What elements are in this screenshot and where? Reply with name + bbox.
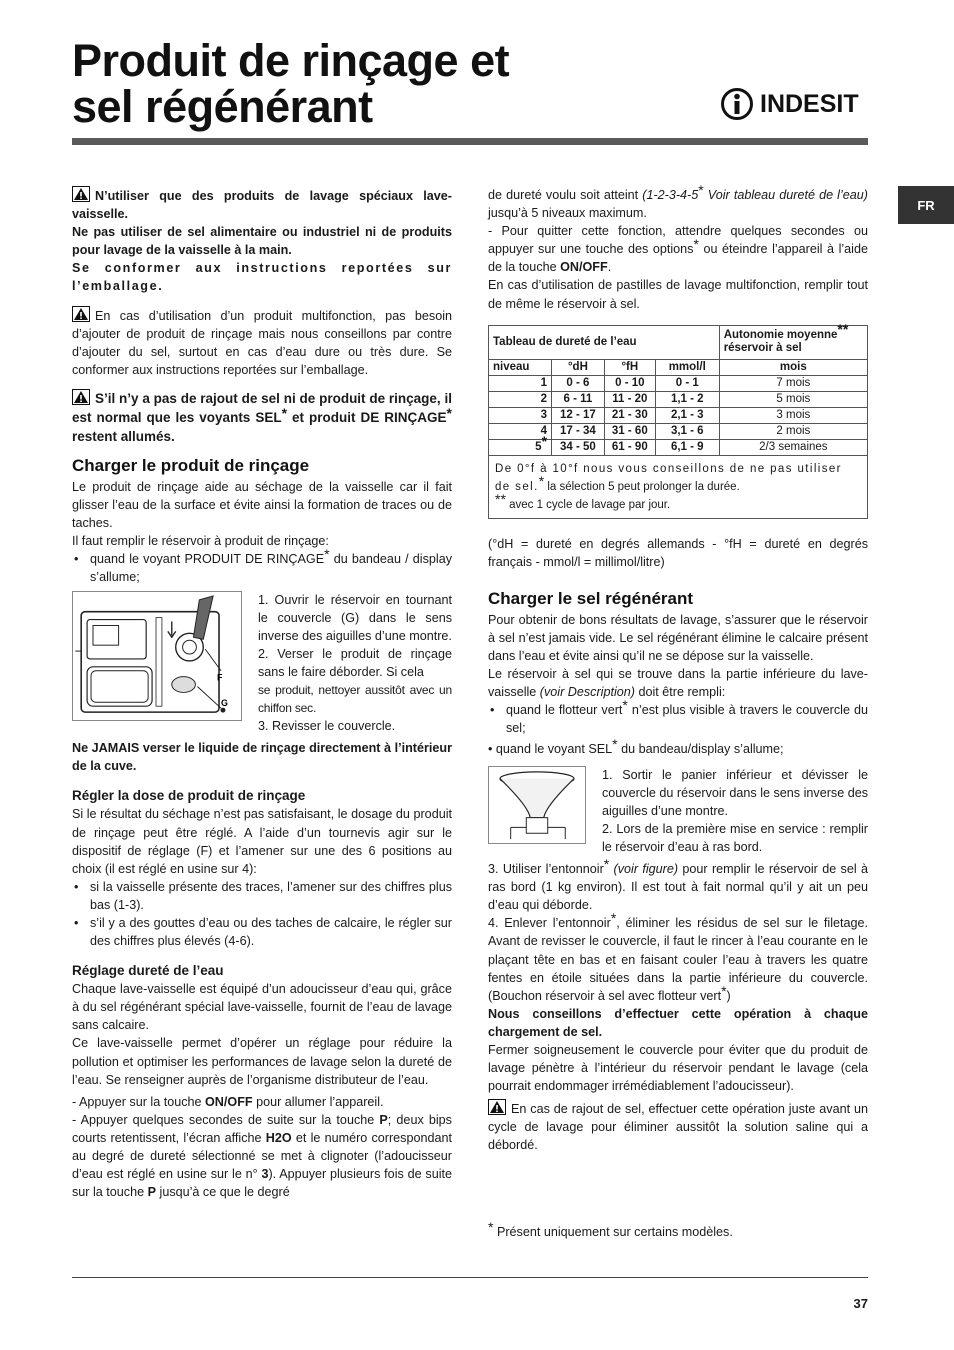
list-item: • quand le voyant PRODUIT DE RINÇAGE* du bandeau / display s’allume;: [72, 550, 452, 586]
hardness-step-2: - Appuyer quelques secondes de suite sur la touche P; deux bips courts retentissent, l’écran affiche H2O et le numéro correspondant au degré de dureté sélectionné se met à clignoter (l’adoucisseur d’eau est réglé en usine sur le n° 3). Appuyer plusieurs fois de suite sur la touche P jusqu’à ce que le degré: [72, 1112, 453, 1200]
brand-logo: [720, 84, 870, 124]
list-item: • quand le flotteur vert* n’est plus visible à travers le couvercle du sel;: [488, 701, 868, 737]
label-g: G: [221, 697, 228, 708]
language-tab: FR: [898, 186, 954, 224]
warning-2: En cas d’utilisation d’un produit multifonction, pas besoin d’ajouter de produit de rinçage mais nous conseillons par contre d’ajouter du sel, surtout en cas d’eau dure ou très dure. Se conformer aux instructions reportées sur l’emballage.: [72, 306, 452, 379]
dispenser-illustration: [73, 592, 241, 720]
salt-figure-row: [488, 766, 868, 856]
warning-1: N’utiliser que des produits de lavage spéciaux lave-vaisselle. Ne pas utiliser de sel alimentaire ou industriel ni de produits pour lavage de la vaisselle à la main. Se conformer aux instructions reportées sur l’emballage.: [72, 186, 452, 296]
table-autonomy-header: Autonomie moyenne** réservoir à sel: [719, 325, 867, 359]
rinse-steps: 1. Ouvrir le réservoir en tournant le couvercle (G) dans le sens inverse des aiguilles d’une montre. 2. Verser le produit de rinçage sans le faire déborder. Si cela se produit, nettoyer aussitôt avec un chiffon sec. 3. Revisser le couvercle.: [258, 592, 452, 734]
hardness-table: [488, 321, 868, 519]
salt-step-3: 3. Utiliser l’entonnoir* (voir figure) pour remplir le réservoir de sel à ras bord (1 kg environ). Il est tout à fait normal qu’il y ait un peu d’eau qui déborde.: [488, 856, 868, 913]
salt-step-4: 4. Enlever l’entonnoir*, éliminer les résidus de sel sur le filetage. Avant de revisser le couvercle, il faut le rincer à l’eau courante en le plaçant tête en bas et en faisant couler l’eau à travers les quatre fentes en étoile situées dans la partie inférieure du couvercle. (Bouchon réservoir à sel avec flotteur vert*): [488, 910, 869, 1003]
right-column: [488, 182, 869, 1155]
heading-dose: Régler la dose de produit de rinçage: [72, 788, 306, 804]
table-row: 2 6 - 11 11 - 20 1,1 - 2 5 mois: [489, 391, 868, 407]
salt-p2: Le réservoir à sel qui se trouve dans la partie inférieure du lave-vaisselle (voir Description) doit être rempli:: [488, 667, 868, 700]
label-f: F: [217, 672, 223, 683]
salt-warning: En cas de rajout de sel, effectuer cette opération juste avant un cycle de lavage pour éliminer aussitôt la solution saline qui a débordé.: [488, 1099, 868, 1154]
dose-list: [72, 878, 452, 950]
salt-advice: Nous conseillons d’effectuer cette opération à chaque chargement de sel.: [488, 1006, 868, 1039]
rinse-figure-row: [72, 591, 452, 736]
rinse-never-warning: Ne JAMAIS verser le liquide de rinçage directement à l’intérieur de la cuve.: [72, 741, 452, 774]
title-line-2: sel régénérant: [72, 81, 373, 132]
page-title: [72, 35, 632, 132]
salt-p1: Pour obtenir de bons résultats de lavage, s’assurer que le réservoir à sel n’est jamais vide. Le sel régénérant élimine le calcaire présent dans l’eau et évite ainsi qu’il ne se dépose sur la vaisselle.: [488, 612, 868, 664]
table-row: 5* 34 - 50 61 - 90 6,1 - 9 2/3 semaines: [489, 439, 868, 455]
title-rule: [72, 138, 868, 145]
indesit-logo-icon: [720, 87, 754, 121]
list-item: • si la vaisselle présente des traces, l’amener sur des chiffres plus bas (1-3).: [72, 878, 452, 914]
hardness-p1: Chaque lave-vaisselle est équipé d’un adoucisseur d’eau qui, grâce à du sel régénérant spécial lave-vaisselle, fournit de l’eau de lavage sans calcaire.: [72, 982, 452, 1033]
rinse-dispenser-figure: [72, 591, 242, 721]
funnel-figure: [488, 766, 586, 844]
rinse-list: [72, 546, 452, 586]
salt-bullet-2: • quand le voyant SEL* du bandeau/display s’allume;: [488, 735, 784, 756]
left-column: [72, 186, 452, 1201]
dose-text: Si le résultat du séchage n’est pas satisfaisant, le dosage du produit de rinçage peut être réglé. A l’aide d’un tournevis agir sur le dispositif de réglage (F) et l’amener sur une des 6 positions au choix (il est réglé en usine sur 4):: [72, 807, 452, 876]
funnel-illustration: [489, 767, 585, 843]
footnote: * Présent uniquement sur certains modèles.: [488, 1219, 733, 1239]
table-title: Tableau de dureté de l’eau: [489, 325, 720, 359]
title-line-1: Produit de rinçage et: [72, 35, 510, 86]
hardness-units: (°dH = dureté en degrés allemands - °fH = dureté en degrés français - mmol/l = millimol/litre): [488, 536, 868, 569]
hardness-p2: Ce lave-vaisselle permet d’opérer un réglage pour réduire la pollution et optimiser les performances de lavage selon la dureté de l’eau. Se renseigner auprès de l’organisme distributeur de l’eau.: [72, 1036, 452, 1087]
warning-triangle-icon: [72, 389, 90, 405]
multi-tablets: En cas d’utilisation de pastilles de lavage multifonction, remplir tout de même le réservoir à sel.: [488, 278, 868, 311]
rinse-fill: Il faut remplir le réservoir à produit de rinçage:: [72, 534, 329, 549]
warning-3: S’il n’y a pas de rajout de sel ni de produit de rinçage, il est normal que les voyants SEL* et produit DE RINÇAGE* restent allumés.: [72, 390, 452, 444]
table-column-headers: niveau °dH °fH mmol/l mois: [489, 359, 868, 375]
warning-triangle-icon: [72, 306, 90, 322]
footer-rule: [72, 1277, 868, 1278]
hardness-step-1: - Appuyer sur la touche ON/OFF pour allumer l’appareil.: [72, 1094, 384, 1109]
table-row: 3 12 - 17 21 - 30 2,1 - 3 3 mois: [489, 407, 868, 423]
salt-list: [488, 697, 868, 737]
hardness-continued: de dureté voulu soit atteint (1-2-3-4-5* Voir tableau dureté de l’eau) jusqu’à 5 niveaux maximum.: [488, 182, 868, 221]
list-item: • s’il y a des gouttes d’eau ou des taches de calcaire, le régler sur des chiffres plus élevés (4-6).: [72, 914, 452, 950]
heading-hardness: Réglage dureté de l’eau: [72, 963, 224, 979]
warning-triangle-icon: [488, 1099, 506, 1115]
salt-steps-1-2: 1. Sortir le panier inférieur et dévisser le couvercle du réservoir dans le sens inverse des aiguilles d’une montre. 2. Lors de la première mise en service : remplir le réservoir d’eau à ras bord.: [602, 767, 868, 854]
salt-close: Fermer soigneusement le couvercle pour éviter que du produit de lavage pénètre à l’intérieur du réservoir pendant le lavage (cela pourrait endommager irrémédiablement l’adoucisseur).: [488, 1043, 868, 1094]
hardness-quit: - Pour quitter cette fonction, attendre quelques secondes ou appuyer sur une touche des options* ou éteindre l’appareil à l’aide de la touche ON/OFF.: [488, 224, 868, 275]
page-number: 37: [853, 1296, 868, 1311]
warning-triangle-icon: [72, 186, 90, 202]
table-row: 1 0 - 6 0 - 10 0 - 1 7 mois: [489, 375, 868, 391]
heading-rinse: Charger le produit de rinçage: [72, 455, 310, 475]
table-row: 4 17 - 34 31 - 60 3,1 - 6 2 mois: [489, 423, 868, 439]
rinse-intro: Le produit de rinçage aide au séchage de la vaisselle car il fait glisser l’eau de la surface et évite ainsi la formation de traces ou de taches.: [72, 479, 452, 531]
heading-salt: Charger le sel régénérant: [488, 588, 694, 608]
brand-name: INDESIT: [760, 89, 859, 118]
table-notes: De 0°f à 10°f nous vous conseillons de ne pas utiliser de sel.* la sélection 5 peut prolonger la durée. ** avec 1 cycle de lavage par jour.: [489, 455, 868, 518]
